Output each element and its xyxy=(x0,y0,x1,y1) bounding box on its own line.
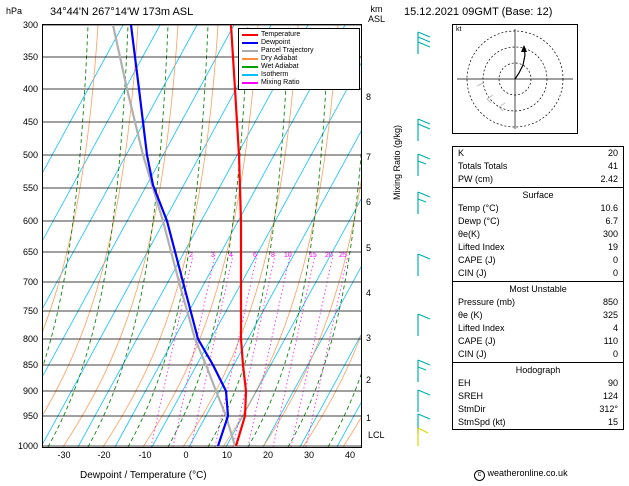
unstable-key: Pressure (mb) xyxy=(458,297,516,307)
legend-swatch-dry-adiabat xyxy=(242,58,258,60)
height-axis-unit: km ASL xyxy=(368,4,386,24)
divider xyxy=(453,281,623,282)
temp-tick: 30 xyxy=(303,450,314,460)
legend-swatch-temperature xyxy=(242,34,258,36)
surface-key: CAPE (J) xyxy=(458,255,496,265)
legend-item xyxy=(242,71,356,79)
unstable-value: 4 xyxy=(612,323,618,333)
table-row xyxy=(453,348,623,361)
svg-text:25: 25 xyxy=(339,252,347,259)
svg-text:15: 15 xyxy=(309,252,317,259)
temp-tick: 0 xyxy=(183,450,189,460)
legend-label-isotherm: Isotherm xyxy=(261,71,289,78)
pressure-tick: 650 xyxy=(22,247,38,257)
table-row xyxy=(453,296,623,309)
unstable-value: 850 xyxy=(602,297,618,307)
pressure-tick: 800 xyxy=(22,334,38,344)
surface-key: CIN (J) xyxy=(458,268,487,278)
index-key: Totals Totals xyxy=(458,161,508,171)
unstable-section-title: Most Unstable xyxy=(509,284,567,294)
indices-tables xyxy=(452,146,624,430)
table-row xyxy=(453,267,623,280)
pressure-tick: 550 xyxy=(22,183,38,193)
mixing-ratio-axis-title: Mixing Ratio (g/kg) xyxy=(392,124,402,200)
hodo-value: 90 xyxy=(607,378,618,388)
table-row xyxy=(453,147,623,160)
temp-tick: 10 xyxy=(221,450,232,460)
divider xyxy=(453,362,623,363)
legend-item xyxy=(242,63,356,71)
table-row xyxy=(453,173,623,186)
svg-text:2: 2 xyxy=(189,252,193,259)
table-row xyxy=(453,377,623,390)
legend-label-parcel: Parcel Trajectory xyxy=(261,47,314,54)
height-tick: 5 xyxy=(366,243,372,253)
svg-text:8: 8 xyxy=(271,252,275,259)
svg-text:10: 10 xyxy=(284,252,292,259)
pressure-tick: 850 xyxy=(22,360,38,370)
pressure-axis-unit: hPa xyxy=(6,6,23,16)
hodograph-unit-label: kt xyxy=(456,26,462,33)
table-row xyxy=(453,416,623,429)
table-row xyxy=(453,160,623,173)
copyright-text: weatheronline.co.uk xyxy=(487,468,568,478)
legend-label-temperature: Temperature xyxy=(261,31,301,38)
svg-text:20: 20 xyxy=(325,252,333,259)
legend-label-dewpoint: Dewpoint xyxy=(261,39,291,46)
legend-label-dry-adiabat: Dry Adiabat xyxy=(261,55,298,62)
table-row xyxy=(453,241,623,254)
table-row xyxy=(453,202,623,215)
hodo-key: StmSpd (kt) xyxy=(458,417,506,427)
table-row xyxy=(453,309,623,322)
pressure-tick: 450 xyxy=(22,117,38,127)
svg-text:6: 6 xyxy=(253,252,257,259)
lcl-label: LCL xyxy=(368,430,385,440)
height-tick: 2 xyxy=(366,375,372,385)
pressure-tick: 700 xyxy=(22,277,38,287)
index-key: PW (cm) xyxy=(458,174,493,184)
index-value: 2.42 xyxy=(600,174,618,184)
height-tick: 7 xyxy=(366,152,372,162)
legend-item xyxy=(242,39,356,47)
table-row xyxy=(453,390,623,403)
hodo-key: SREH xyxy=(458,391,484,401)
pressure-tick: 1000 xyxy=(17,441,38,451)
unstable-key: θe (K) xyxy=(458,310,483,320)
surface-value: 10.6 xyxy=(600,203,618,213)
surface-section-title: Surface xyxy=(522,190,554,200)
hodo-value: 15 xyxy=(607,417,618,427)
divider xyxy=(453,187,623,188)
legend-item xyxy=(242,55,356,63)
pressure-tick: 950 xyxy=(22,411,38,421)
unstable-value: 110 xyxy=(603,336,618,346)
pressure-tick: 400 xyxy=(22,84,38,94)
legend-swatch-dewpoint xyxy=(242,42,258,44)
height-tick: 8 xyxy=(366,92,372,102)
pressure-tick: 300 xyxy=(22,20,38,30)
hodo-value: 124 xyxy=(602,391,618,401)
height-tick: 1 xyxy=(366,413,372,423)
index-value: 41 xyxy=(607,161,618,171)
pressure-tick: 900 xyxy=(22,386,38,396)
legend xyxy=(238,28,360,90)
surface-key: Temp (°C) xyxy=(458,203,499,213)
pressure-tick: 500 xyxy=(22,150,38,160)
table-row xyxy=(453,215,623,228)
pressure-tick: 750 xyxy=(22,306,38,316)
index-key: K xyxy=(458,148,465,158)
station-title: 34°44'N 267°14'W 173m ASL xyxy=(50,6,194,18)
temp-tick: -20 xyxy=(97,450,111,460)
unstable-key: CAPE (J) xyxy=(458,336,496,346)
surface-value: 6.7 xyxy=(605,216,618,226)
surface-value: 0 xyxy=(612,268,618,278)
height-tick: 6 xyxy=(366,197,372,207)
temp-tick: -30 xyxy=(57,450,71,460)
unstable-value: 0 xyxy=(612,349,618,359)
hodograph-section-title: Hodograph xyxy=(515,365,561,375)
surface-key: Lifted Index xyxy=(458,242,505,252)
table-row xyxy=(453,254,623,267)
hodo-key: EH xyxy=(458,378,471,388)
surface-value: 19 xyxy=(607,242,618,252)
hodo-value: 312° xyxy=(599,404,618,414)
temperature-axis-title: Dewpoint / Temperature (°C) xyxy=(80,470,207,481)
temp-tick: 20 xyxy=(262,450,273,460)
table-row xyxy=(453,403,623,416)
table-row xyxy=(453,335,623,348)
legend-label-mixing-ratio: Mixing Ratio xyxy=(261,79,300,86)
surface-value: 300 xyxy=(602,229,618,239)
unstable-key: CIN (J) xyxy=(458,349,487,359)
legend-swatch-parcel xyxy=(242,50,258,52)
date-title: 15.12.2021 09GMT (Base: 12) xyxy=(404,6,553,18)
height-tick: 4 xyxy=(366,288,372,298)
unstable-value: 325 xyxy=(602,310,618,320)
legend-label-wet-adiabat: Wet Adiabat xyxy=(261,63,299,70)
temp-tick: 40 xyxy=(344,450,355,460)
svg-text:4: 4 xyxy=(229,252,233,259)
surface-key: Dewp (°C) xyxy=(458,216,500,226)
legend-swatch-mixing-ratio xyxy=(242,82,258,84)
surface-value: 0 xyxy=(612,255,618,265)
wind-barb-column xyxy=(404,24,446,448)
svg-text:3: 3 xyxy=(211,252,215,259)
copyright-icon: c xyxy=(474,470,485,481)
legend-item xyxy=(242,31,356,39)
pressure-tick: 600 xyxy=(22,216,38,226)
legend-swatch-wet-adiabat xyxy=(242,66,258,68)
temp-tick: -10 xyxy=(138,450,152,460)
pressure-tick: 350 xyxy=(22,52,38,62)
hodo-key: StmDir xyxy=(458,404,486,414)
legend-item xyxy=(242,47,356,55)
legend-swatch-isotherm xyxy=(242,74,258,76)
index-value: 20 xyxy=(607,148,618,158)
height-tick: 3 xyxy=(366,333,372,343)
hodograph xyxy=(452,24,578,134)
unstable-key: Lifted Index xyxy=(458,323,505,333)
legend-item xyxy=(242,79,356,87)
table-row xyxy=(453,228,623,241)
table-row xyxy=(453,322,623,335)
surface-key: θe(K) xyxy=(458,229,481,239)
copyright xyxy=(474,468,568,481)
